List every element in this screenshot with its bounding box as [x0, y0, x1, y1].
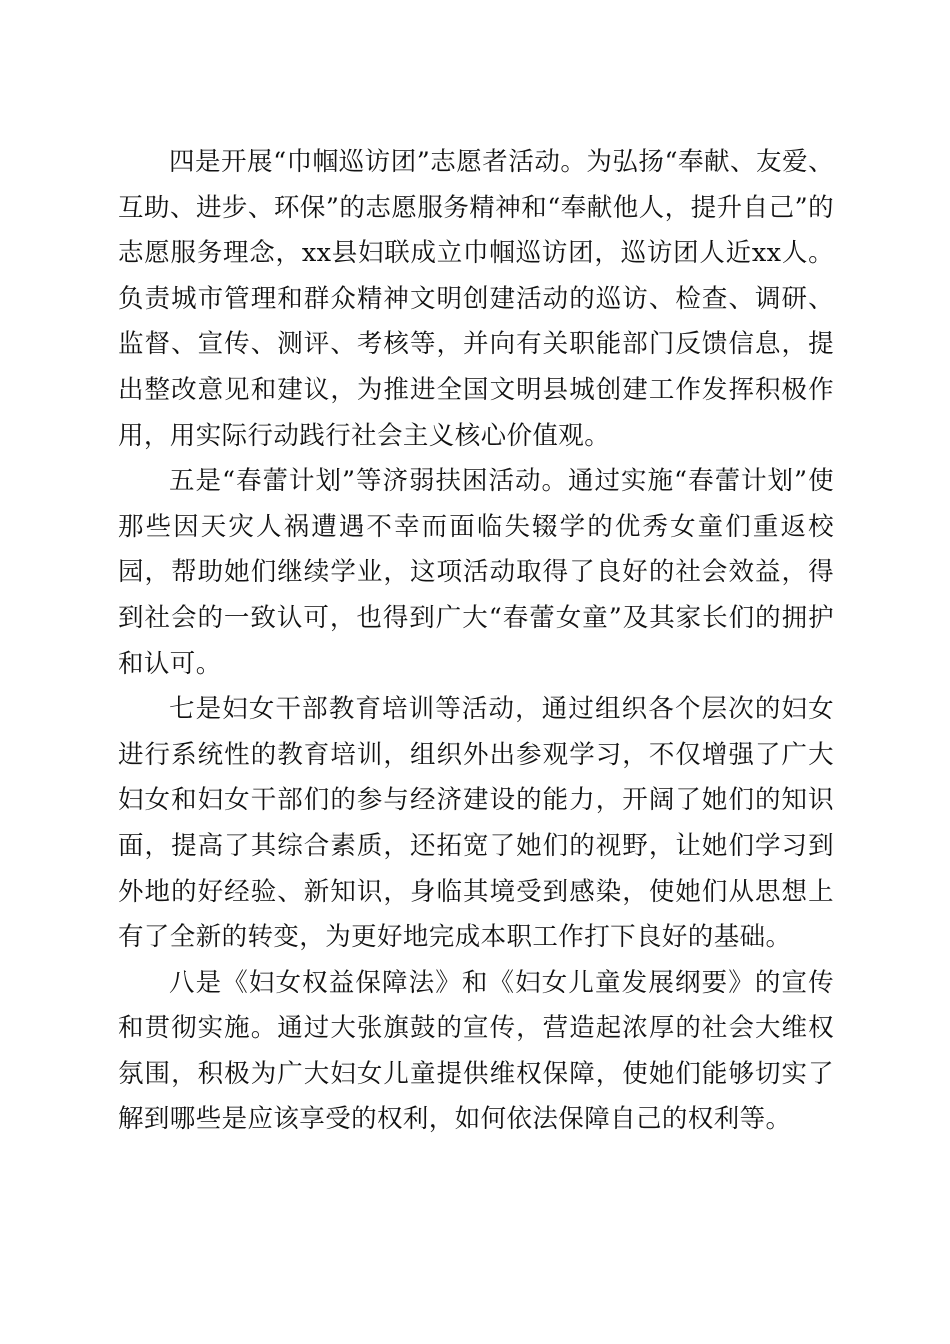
paragraph-volunteer-visiting-group: 四是开展“巾帼巡访团”志愿者活动。为弘扬“奉献、友爱、互助、进步、环保”的志愿服务精神和“奉献他人，提升自己”的志愿服务理念，xx县妇联成立巾帼巡访团，巡访团人近xx人。负责城市管理和群众精神文明创建活动的巡访、检查、调研、监督、宣传、测评、考核等，并向有关职能部门反馈信息，提出整改意见和建议，为推进全国文明县城创建工作发挥积极作用，用实际行动践行社会主义核心价值观。 — [118, 147, 834, 451]
document-body — [118, 140, 834, 1143]
paragraph-spring-bud-plan: 五是“春蕾计划”等济弱扶困活动。通过实施“春蕾计划”使那些因天灾人祸遭遇不幸而面临失辍学的优秀女童们重返校园，帮助她们继续学业，这项活动取得了良好的社会效益，得到社会的一致认可，也得到广大“春蕾女童”及其家长们的拥护和认可。 — [118, 466, 834, 679]
paragraph-rights-law-publicity: 八是《妇女权益保障法》和《妇女儿童发展纲要》的宣传和贯彻实施。通过大张旗鼓的宣传，营造起浓厚的社会大维权氛围，积极为广大妇女儿童提供维权保障，使她们能够切实了解到哪些是应该享受的权利，如何依法保障自己的权利等。 — [118, 967, 834, 1135]
paragraph-cadre-training: 七是妇女干部教育培训等活动，通过组织各个层次的妇女进行系统性的教育培训，组织外出参观学习，不仅增强了广大妇女和妇女干部们的参与经济建设的能力，开阔了她们的知识面，提高了其综合素质，还拓宽了她们的视野，让她们学习到外地的好经验、新知识，身临其境受到感染，使她们从思想上有了全新的转变，为更好地完成本职工作打下良好的基础。 — [118, 694, 834, 953]
